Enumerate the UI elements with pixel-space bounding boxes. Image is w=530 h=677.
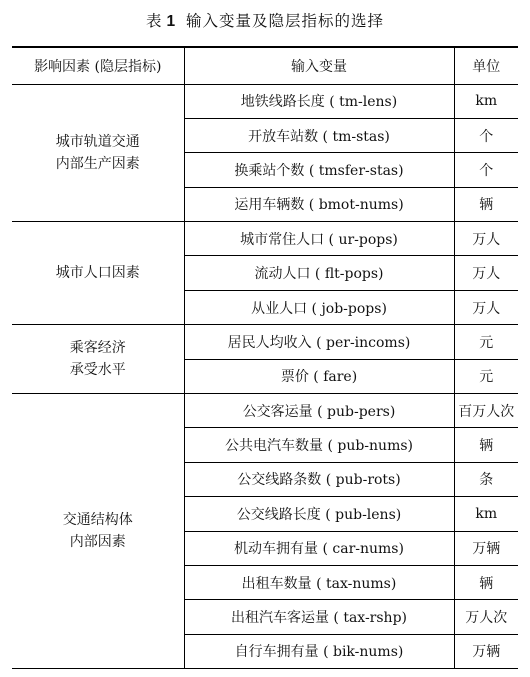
factor-line: 承受水平 [69,362,126,379]
unit-cell: 万人 [454,290,518,324]
factor-line: 城市人口因素 [55,265,140,282]
input-variable-cell: 机动车拥有量 ( car-nums) [184,531,454,565]
table-row [12,394,518,428]
input-variable-cell: 公交客运量 ( pub-pers) [184,394,454,428]
input-variable-cell: 出租车数量 ( tax-nums) [184,565,454,599]
header-input: 输入变量 [184,47,454,84]
input-variable-cell: 开放车站数 ( tm-stas) [184,118,454,152]
input-variable-cell: 换乘站个数 ( tmsfer-stas) [184,153,454,187]
unit-cell: 元 [454,359,518,393]
input-variable-cell: 运用车辆数 ( bmot-nums) [184,187,454,221]
input-variable-cell: 公交线路长度 ( pub-lens) [184,497,454,531]
header-factor: 影响因素 (隐层指标) [12,47,184,84]
factor-line: 交通结构体 [62,512,133,529]
unit-cell: 辆 [454,565,518,599]
unit-cell: 个 [454,118,518,152]
factor-cell [12,394,184,669]
factor-cell [12,222,184,325]
unit-cell: 万辆 [454,634,518,668]
input-variable-cell: 公交线路条数 ( pub-rots) [184,462,454,496]
factor-line: 城市轨道交通 [55,133,140,150]
input-variable-cell: 居民人均收入 ( per-incoms) [184,325,454,359]
input-variable-cell: 城市常住人口 ( ur-pops) [184,222,454,256]
factor-line: 内部生产因素 [55,155,140,172]
unit-cell: 万人 [454,256,518,290]
input-variable-cell: 流动人口 ( flt-pops) [184,256,454,290]
input-variable-cell: 出租汽车客运量 ( tax-rshp) [184,600,454,634]
unit-cell: 万辆 [454,531,518,565]
unit-cell: 万人 [454,222,518,256]
factor-line: 内部因素 [69,534,126,551]
unit-cell: 个 [454,153,518,187]
input-variable-cell: 从业人口 ( job-pops) [184,290,454,324]
unit-cell: 辆 [454,187,518,221]
input-variable-cell: 自行车拥有量 ( bik-nums) [184,634,454,668]
caption-prefix: 表 [145,12,163,30]
factor-line: 乘客经济 [69,340,126,357]
table-caption [0,9,530,31]
unit-cell: 辆 [454,428,518,462]
table-body [12,84,518,669]
factor-cell [12,325,184,394]
input-variable-cell: 地铁线路长度 ( tm-lens) [184,84,454,118]
variables-table [12,46,518,669]
unit-cell: 万人次 [454,600,518,634]
table-header-row [12,47,518,84]
table-row [12,222,518,256]
input-variable-cell: 票价 ( fare) [184,359,454,393]
unit-cell: 百万人次 [454,394,518,428]
caption-title: 输入变量及隐层指标的选择 [186,12,385,30]
unit-cell: km [454,497,518,531]
factor-cell [12,84,184,222]
unit-cell: 条 [454,462,518,496]
input-variable-cell: 公共电汽车数量 ( pub-nums) [184,428,454,462]
header-unit: 单位 [454,47,518,84]
caption-number: 1 [166,13,177,30]
unit-cell: km [454,84,518,118]
table-row [12,325,518,359]
unit-cell: 元 [454,325,518,359]
table-row [12,84,518,118]
